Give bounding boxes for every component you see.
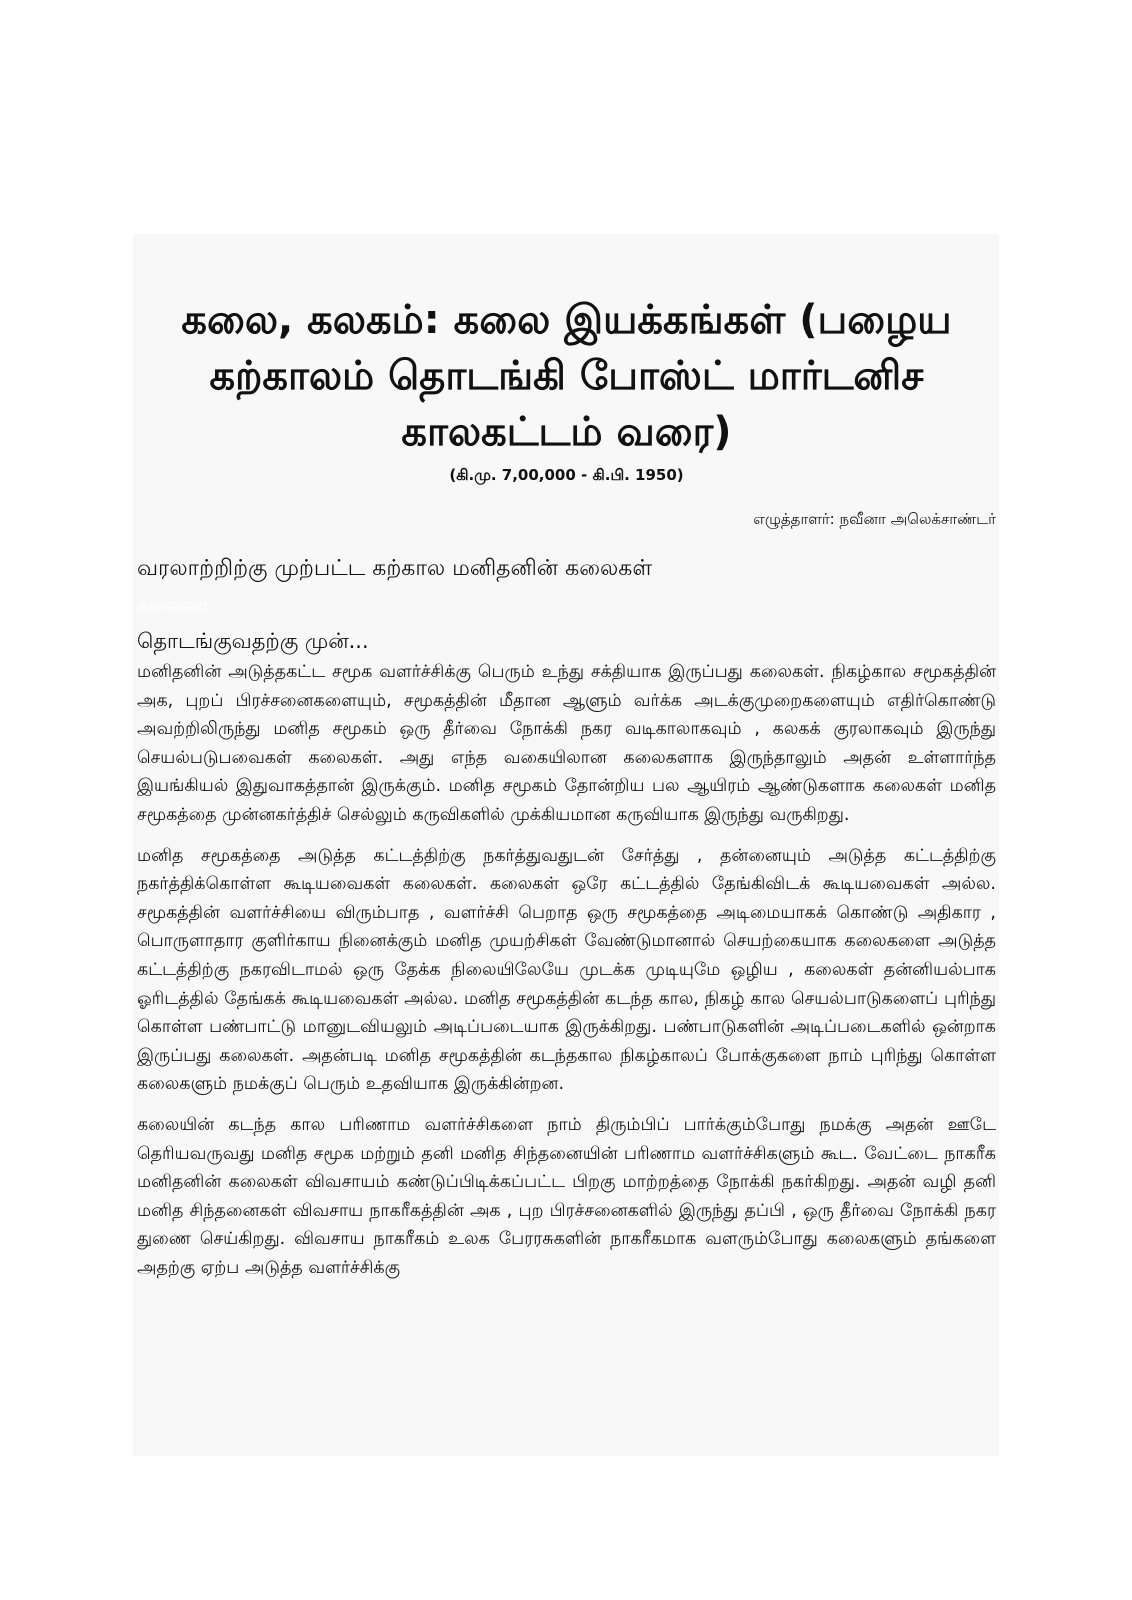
paragraph-3: கலையின் கடந்த கால பரிணாம வளர்ச்சிகளை நாம் திரும்பிப் பார்க்கும்போது நமக்கு அதன் ஊடே தெரியவருவது மனித சமூக மற்றும் தனி மனித சிந்தனையின் பரிணாம வளர்ச்சிகளும் கூட. வேட்டை நாகரீக மனிதனின் கலைகள் விவசாயம் கண்டுப்பிடிக்கப்பட்ட பிறகு மாற்றத்தை நோக்கி நகர்கிறது. அதன் வழி தனி மனித சிந்தனைகள் விவசாய நாகரீகத்தின் அக , புற பிரச்சனைகளில் இருந்து தப்பி , ஒரு தீர்வை நோக்கி நகர துணை செய்கிறது. விவசாய நாகரீகம் உலக பேரரசுகளின் நாகரீகமாக வளரும்போது கலைகளும் தங்களை அதற்கு ஏற்ப அடுத்த வளர்ச்சிக்கு xyxy=(137,1114,996,1278)
article-title: கலை, கலகம்: கலை இயக்கங்கள் (பழைய கற்காலம் தொடங்கி போஸ்ட் மார்டனிச காலகட்டம் வரை) xyxy=(181,297,952,455)
sub-heading: தொடங்குவதற்கு முன்... xyxy=(137,629,369,653)
paragraph-1: மனிதனின் அடுத்தகட்ட சமூக வளர்ச்சிக்கு பெரும் உந்து சக்தியாக இருப்பது கலைகள். நிகழ்கால சமூகத்தின் அக, புறப் பிரச்சனைகளையும், சமூகத்தின் மீதான ஆளும் வர்க்க அடக்குமுறைகளையும் எதிர்கொண்டு அவற்றிலிருந்து மனித சமூகம் ஒரு தீர்வை நோக்கி நகர வடிகாலாகவும் , கலகக் குரலாகவும் இருந்து செயல்படுபவைகள் கலைகள். அது எந்த வகையிலான கலைகளாக இருந்தாலும் அதன் உள்ளார்ந்த இயங்கியல் இதுவாகத்தான் இருக்கும். மனித சமூகம் தோன்றிய பல ஆயிரம் ஆண்டுகளாக கலைகள் மனித சமூகத்தை முன்னகர்த்திச் செல்லும் கருவிகளில் முக்கியமான கருவியாக இருந்து வருகிறது. xyxy=(137,662,996,825)
author-byline: எழுத்தாளர்: நவீனா அலெக்சாண்டர் xyxy=(753,510,996,528)
paragraph-2: மனித சமூகத்தை அடுத்த கட்டத்திற்கு நகர்த்துவதுடன் சேர்த்து , தன்னையும் அடுத்த கட்டத்திற்கு நகர்த்திக்கொள்ள கூடியவைகள் கலைகள். கலைகள் ஒரே கட்டத்தில் தேங்கிவிடக் கூடியவைகள் அல்ல. சமூகத்தின் வளர்ச்சியை விரும்பாத , வளர்ச்சி பெறாத ஒரு சமூகத்தை அடிமையாகக் கொண்டு அதிகார , பொருளாதார குளிர்காய நினைக்கும் மனித முயற்சிகள் வேண்டுமானால் செயற்கையாக கலைகளை அடுத்த கட்டத்திற்கு நகரவிடாமல் ஒரு தேக்க நிலையிலேயே முடக்க முடியுமே ஒழிய , கலைகள் தன்னியல்பாக ஓரிடத்தில் தேங்கக் கூடியவைகள் அல்ல. மனித சமூகத்தின் கடந்த கால, நிகழ் கால செயல்பாடுகளைப் புரிந்து கொள்ள பண்பாட்டு மானுடவியலும் அடிப்படையாக இருக்கிறது. பண்பாடுகளின் அடிப்படைகளில் ஒன்றாக இருப்பது கலைகள். அதன்படி மனித சமூகத்தின் கடந்தகால நிகழ்காலப் போக்குகளை நாம் புரிந்து கொள்ள கலைகளும் நமக்குப் பெரும் உதவியாக இருக்கின்றன. xyxy=(137,845,996,1095)
faded-label: கலைகள் xyxy=(137,595,209,616)
section-heading: வரலாற்றிற்கு முற்பட்ட கற்கால மனிதனின் கலைகள் xyxy=(137,556,653,581)
article-container xyxy=(133,234,999,1456)
date-range: (கி.மு. 7,00,000 - கி.பி. 1950) xyxy=(449,466,684,484)
